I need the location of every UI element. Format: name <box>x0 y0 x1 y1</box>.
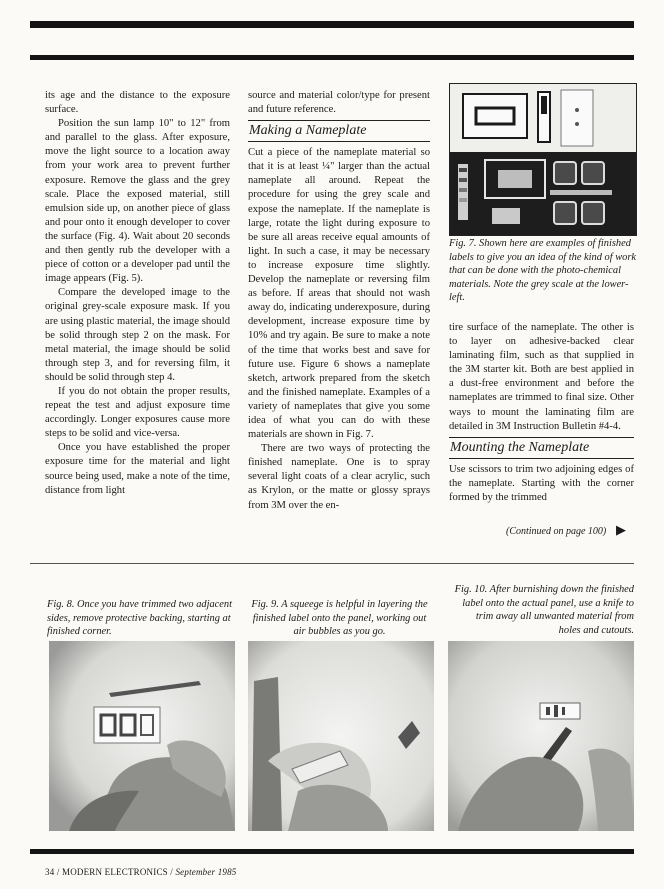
middle-para-1: Cut a piece of the nameplate material so that it is at least ¼" larger than the actual nameplate all around. Repeat the procedure for using the grey scale and expose the nameplate. If the nameplate is large, rotate the light during exposure to be sure all areas receive equal amounts of light. In such a case, it may be necessary to increase exposure time slightly. Develop the nameplate or reversing film as before. If areas that should not wash away do, indicating underexposure, during development, increase exposure time by 10% and try again. Be sure to make a note of the time that works best and save for future use. Figure 6 shows a nameplate sketch, artwork prepared from the sketch and the finished nameplate. Examples of a variety of nameplates that give you some idea of what you can do with these materials are shown in Fig. 7. <box>248 147 430 441</box>
right-column <box>449 321 634 505</box>
fig10-photo <box>448 641 634 831</box>
heading-mounting-nameplate: Mounting the Nameplate <box>449 437 634 459</box>
continued-arrow-icon: ▶ <box>616 522 626 537</box>
fig8-caption: Fig. 8. Once you have trimmed two adjacent sides, remove protective backing, starting at finished corner. <box>47 599 232 637</box>
top-rule <box>30 21 634 28</box>
bottom-rule <box>30 849 634 854</box>
footer-text: 34 / MODERN ELECTRONICS / <box>45 867 174 877</box>
continued-note: (Continued on page 100) <box>506 526 607 537</box>
middle-intro: source and material color/type for present and future reference. <box>248 90 430 116</box>
left-para-5: Once you have established the proper exposure time for the material and light source being used, make a note of the time, distance from light <box>45 442 230 496</box>
footer-issue: September 1985 <box>175 867 237 877</box>
top-rule-thin <box>30 55 634 60</box>
left-column <box>45 89 230 498</box>
left-para-3: Compare the developed image to the original grey-scale exposure mask. If you are using plastic material, the image should be solid through step 2 on the mask. For metal material, the image should be solid through step 3, and for reversing film, it should be solid through step 4. <box>45 287 230 383</box>
fig9-photo <box>248 641 434 831</box>
middle-para-2: There are two ways of protecting the finished nameplate. One is to spray several light coats of a clear acrylic, such as Krylon, or the matte or glossy sprays from 3M over the en- <box>248 443 430 511</box>
left-para-2: Position the sun lamp 10" to 12" from and parallel to the glass. After exposure, move the light source to a location away from your work area to prevent further exposure. Remove the glass and the grey scale. Place the exposed material, still emulsion side up, on another piece of glass and pour onto it enough developer to cover the surface (Fig. 4). Wait about 20 seconds and then gently rub the developer with a piece of cotton or a developer pad until the image appears (Fig. 5). <box>45 118 230 285</box>
fig8-photo <box>49 641 235 831</box>
page-footer <box>45 867 237 877</box>
fig7-caption: Fig. 7. Shown here are examples of finished labels to give you an idea of the kind of work that can be done with the photo-chemical materials. Note the grey scale at the lower-left. <box>449 238 636 303</box>
left-para-1: its age and the distance to the exposure surface. <box>45 90 230 116</box>
heading-making-nameplate: Making a Nameplate <box>248 120 430 142</box>
figure-divider-rule <box>30 563 634 564</box>
right-para-2: Use scissors to trim two adjoining edges of the nameplate. Starting with the corner formed by the trimmed <box>449 463 634 503</box>
right-para-1: tire surface of the nameplate. The other is to layer on adhesive-backed clear laminating film, such as that supplied in the 3M starter kit. Both are best applied in a dust-free environment and before the nameplates are trimmed to final size. Other ways to mount the laminating film are detailed in 3M Instruction Bulletin #4-4. <box>449 322 634 432</box>
middle-column <box>248 89 430 513</box>
left-para-4: If you do not obtain the proper results, repeat the test and adjust exposure time accordingly. Longer exposures cause more steps to be solid and vice-versa. <box>45 385 230 440</box>
fig7-photo <box>449 83 637 236</box>
fig9-caption: Fig. 9. A squeege is helpful in layering the finished label onto the panel, working out air bubbles as you go. <box>251 599 428 637</box>
fig10-caption: Fig. 10. After burnishing down the finished label onto the actual panel, use a knife to trim away all unwanted material from holes and cutouts. <box>454 584 634 636</box>
